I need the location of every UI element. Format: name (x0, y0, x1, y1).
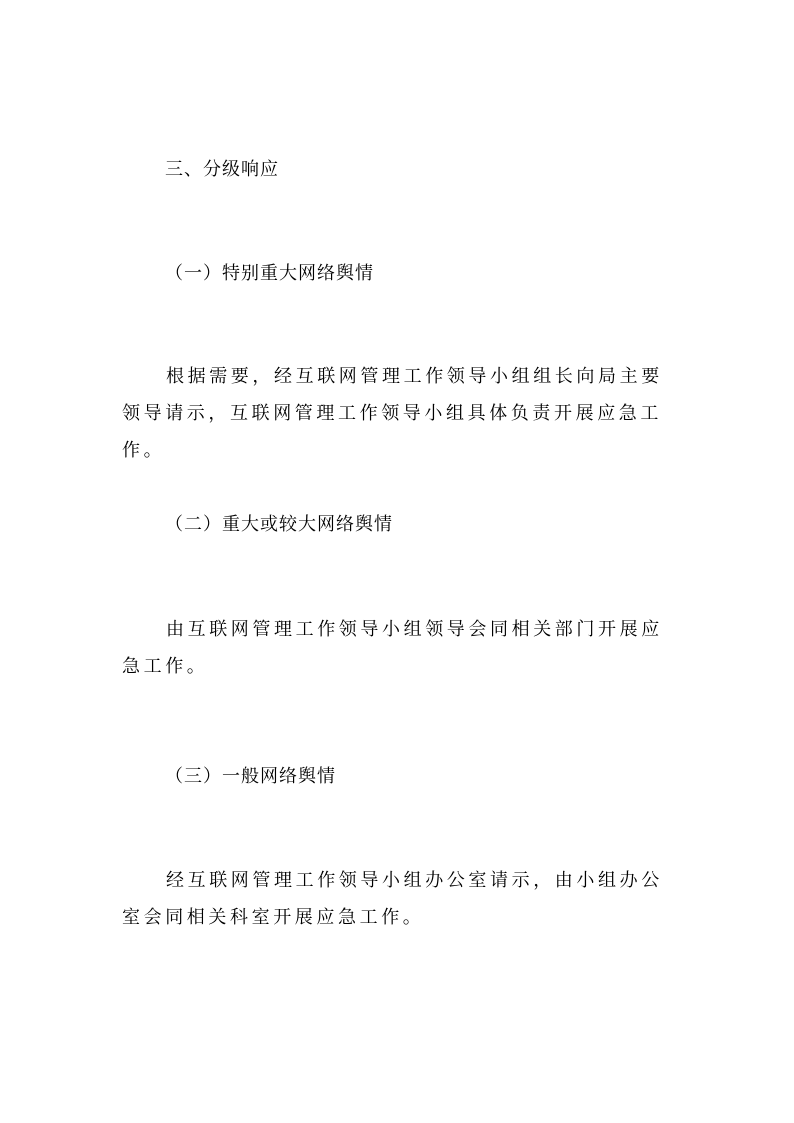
paragraph-1: 根据需要，经互联网管理工作领导小组组长向局主要领导请示，互联网管理工作领导小组具体负责开展应急工作。 (122, 366, 663, 461)
subheading-3: （三）一般网络舆情 (165, 766, 336, 787)
paragraph-2: 由互联网管理工作领导小组领导会同相关部门开展应急工作。 (122, 619, 663, 677)
paragraph-3: 经互联网管理工作领导小组办公室请示，由小组办公室会同相关科室开展应急工作。 (122, 870, 663, 928)
subheading-2: （二）重大或较大网络舆情 (165, 514, 393, 535)
subheading-1: （一）特别重大网络舆情 (165, 263, 374, 284)
section-heading: 三、分级响应 (165, 159, 279, 180)
